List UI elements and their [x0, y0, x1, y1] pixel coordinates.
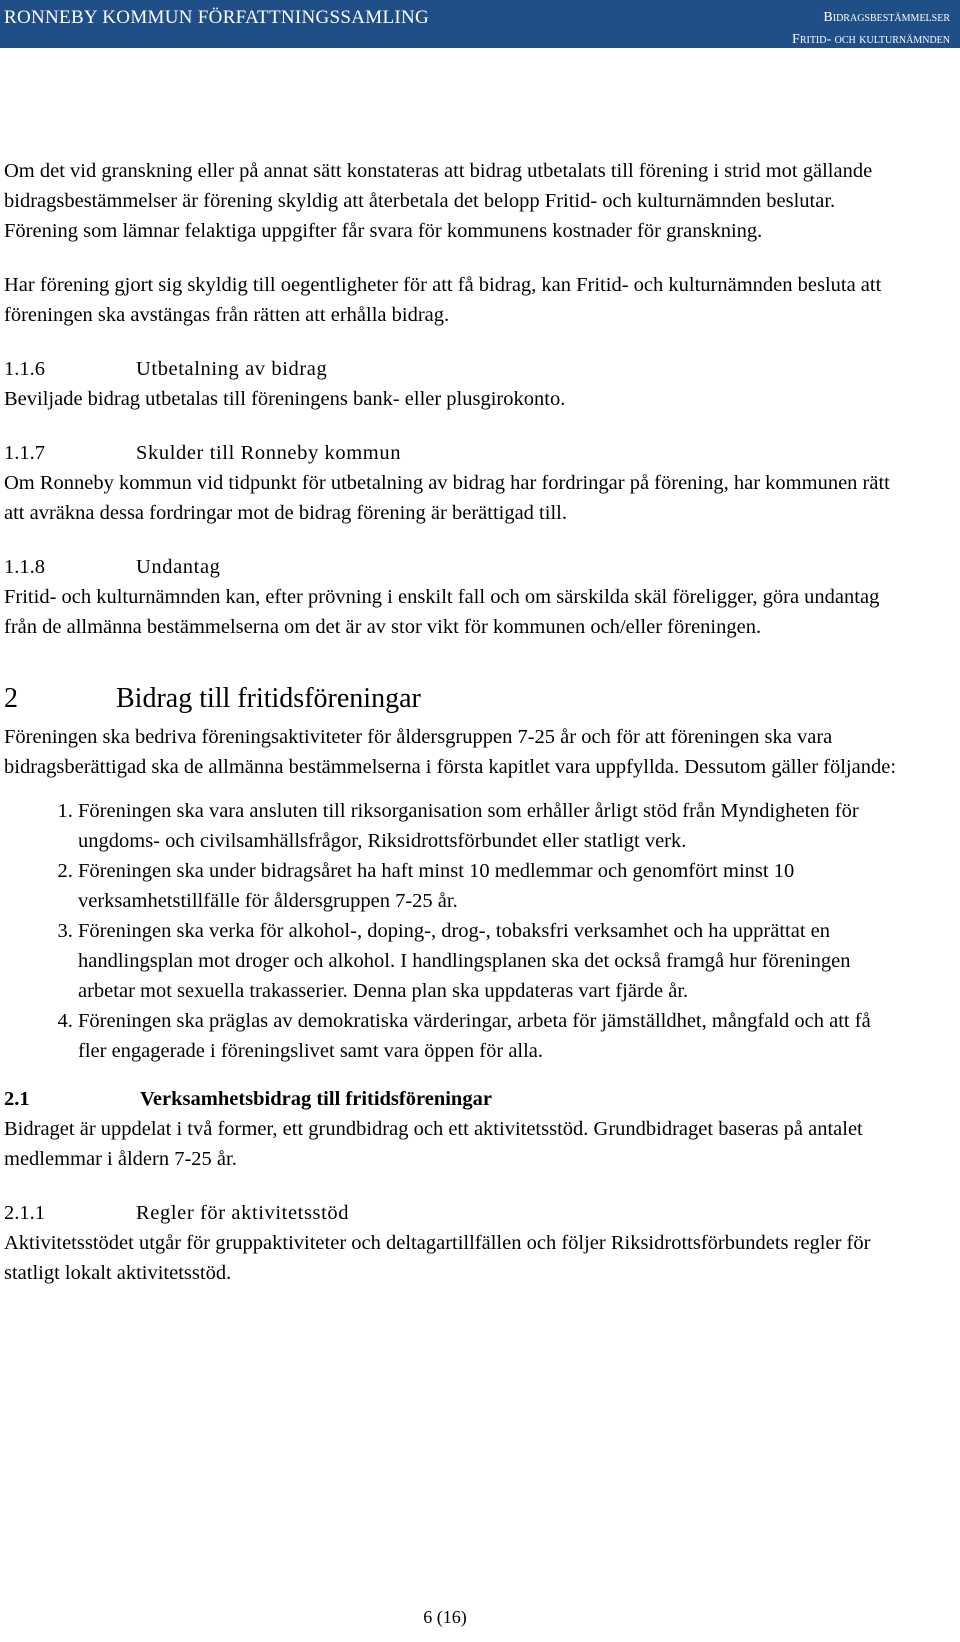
section-number: 1.1.7 — [4, 442, 45, 464]
section-1-1-8 — [4, 552, 904, 642]
page-number: 6 (16) — [423, 1607, 467, 1627]
section-body: Beviljade bidrag utbetalas till föreningens bank- eller plusgirokonto. — [4, 388, 566, 410]
header-committee-name: Fritid- och kulturnämnden — [792, 32, 950, 47]
chapter-number: 2 — [4, 683, 18, 714]
section-number: 2.1.1 — [4, 1202, 45, 1224]
paragraph-repayment: Om det vid granskning eller på annat sätt konstateras att bidrag utbetalats till förening i strid mot gällande bidragsbestämmelser är förening skyldig att återbetala det belopp Fritid- och kulturnämnden beslutar. Förening som lämnar felaktiga uppgifter får svara för kommunens kostnader för granskning. — [4, 160, 873, 242]
section-heading — [4, 354, 904, 384]
section-body: Om Ronneby kommun vid tidpunkt för utbetalning av bidrag har fordringar på förening, har kommunen rätt att avräkna dessa fordringar mot de bidrag förening är berättigad till. — [4, 472, 890, 524]
section-1-1-6 — [4, 354, 904, 414]
chapter-intro: Föreningen ska bedriva föreningsaktiviteter för åldersgruppen 7-25 år och för att föreningen ska vara bidragsberättigad ska de allmänna bestämmelserna i första kapitlet vara uppfyllda. Dessutom gäller följande: — [4, 726, 897, 778]
list-item: 4. Föreningen ska präglas av demokratiska värderingar, arbeta för jämställdhet, mångfald och att få fler engagerade i föreningslivet samt vara öppen för alla. — [78, 1006, 904, 1066]
subsection-heading — [4, 1084, 904, 1114]
subsection-body: Bidraget är uppdelat i två former, ett grundbidrag och ett aktivitetsstöd. Grundbidraget baseras på antalet medlemmar i åldern 7-25 år. — [4, 1118, 863, 1170]
paragraph-irregularities: Har förening gjort sig skyldig till oegentligheter för att få bidrag, kan Fritid- och kulturnämnden besluta att föreningen ska avstängas från rätten att erhålla bidrag. — [4, 274, 882, 326]
section-title: Skulder till Ronneby kommun — [136, 442, 402, 464]
section-title: Regler för aktivitetsstöd — [136, 1202, 350, 1224]
section-1-1-7 — [4, 438, 904, 528]
chapter-heading — [4, 682, 904, 716]
section-heading — [4, 1198, 904, 1228]
section-heading — [4, 552, 904, 582]
list-item: 3. Föreningen ska verka för alkohol-, doping-, drog-, tobaksfri verksamhet och ha upprättat en handlingsplan mot droger och alkohol. I handlingsplanen ska det också framgå hur föreningen arbetar mot sexuella trakasserier. Denna plan ska uppdateras vart fjärde år. — [78, 916, 904, 1006]
document-body — [4, 156, 904, 1312]
chapter-title: Bidrag till fritidsföreningar — [116, 683, 421, 714]
section-heading — [4, 438, 904, 468]
document-header — [0, 0, 960, 48]
requirements-list — [4, 796, 904, 1066]
list-item: 1. Föreningen ska vara ansluten till riksorganisation som erhåller årligt stöd från Myndigheten för ungdoms- och civilsamhällsfrågor, Riksidrottsförbundet eller statligt verk. — [78, 796, 904, 856]
section-number: 1.1.6 — [4, 358, 45, 380]
section-body: Fritid- och kulturnämnden kan, efter prövning i enskilt fall och om särskilda skäl föreligger, göra undantag från de allmänna bestämmelserna om det är av stor vikt för kommunen och/eller föreningen. — [4, 586, 880, 638]
section-number: 1.1.8 — [4, 556, 45, 578]
section-title: Utbetalning av bidrag — [136, 358, 328, 380]
subsection-number: 2.1 — [4, 1088, 30, 1110]
list-item: 2. Föreningen ska under bidragsåret ha haft minst 10 medlemmar och genomfört minst 10 verksamhetstillfälle för åldersgruppen 7-25 år. — [78, 856, 904, 916]
section-title: Undantag — [136, 556, 221, 578]
subsection-title: Verksamhetsbidrag till fritidsföreningar — [140, 1088, 492, 1110]
header-document-info — [792, 7, 950, 51]
header-collection-title: RONNEBY KOMMUN FÖRFATTNINGSSAMLING — [4, 7, 430, 28]
section-body: Aktivitetsstödet utgår för gruppaktiviteter och deltagartillfällen och följer Riksidrottsförbundets regler för statligt lokalt aktivitetsstöd. — [4, 1232, 871, 1284]
header-document-title: Bidragsbestämmelser — [823, 10, 950, 25]
